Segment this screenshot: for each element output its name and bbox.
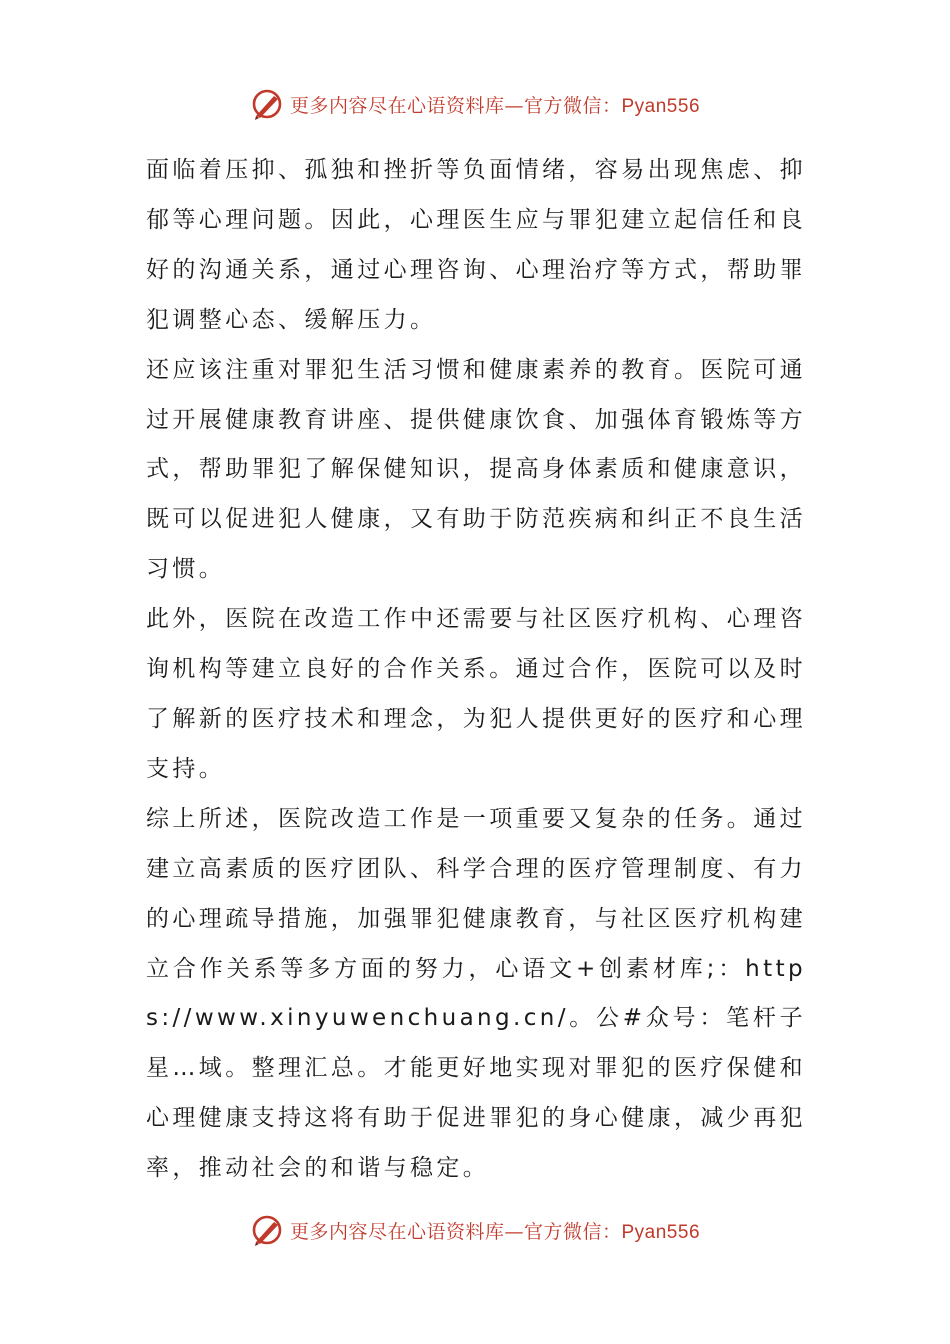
pen-circle-logo-icon xyxy=(250,87,284,121)
pen-circle-logo-icon xyxy=(250,1213,284,1247)
footer-text xyxy=(290,1217,700,1244)
paragraph: 还应该注重对罪犯生活习惯和健康素养的教育。医院可通过开展健康教育讲座、提供健康饮食、加强体育锻炼等方式，帮助罪犯了解保健知识，提高身体素质和健康意识，既可以促进犯人健康，又有助于防范疾病和纠正不良生活习惯。 xyxy=(146,356,806,583)
paragraph: 此外，医院在改造工作中还需要与社区医疗机构、心理咨询机构等建立良好的合作关系。通过合作，医院可以及时了解新的医疗技术和理念，为犯人提供更好的医疗和心理支持。 xyxy=(146,606,806,782)
header-brand-text: 更多内容尽在心语资料库 xyxy=(289,94,505,117)
footer-dash: — xyxy=(504,1220,524,1243)
footer-banner xyxy=(0,1210,950,1250)
header-dash: — xyxy=(504,94,524,117)
footer-brand-text: 更多内容尽在心语资料库 xyxy=(289,1220,505,1243)
footer-contact-text: 官方微信：Pyan556 xyxy=(524,1221,701,1243)
paragraph: 面临着压抑、孤独和挫折等负面情绪，容易出现焦虑、抑郁等心理问题。因此，心理医生应与罪犯建立起信任和良好的沟通关系，通过心理咨询、心理治疗等方式，帮助罪犯调整心态、缓解压力。 xyxy=(146,157,806,333)
header-banner xyxy=(0,84,950,124)
header-text xyxy=(290,91,700,118)
paragraph: 综上所述，医院改造工作是一项重要又复杂的任务。通过建立高素质的医疗团队、科学合理的医疗管理制度、有力的心理疏导措施，加强罪犯健康教育，与社区医疗机构建立合作关系等多方面的努力，心语文+创素材库;：https://www.xinyuwenchuang.cn/。公#众号：笔杆子星…域。整理汇总。才能更好地实现对罪犯的医疗保健和心理健康支持这将有助于促进罪犯的身心健康，减少再犯率，推动社会的和谐与稳定。 xyxy=(146,805,806,1182)
document-body xyxy=(146,146,806,1194)
header-contact-text: 官方微信：Pyan556 xyxy=(524,95,701,117)
